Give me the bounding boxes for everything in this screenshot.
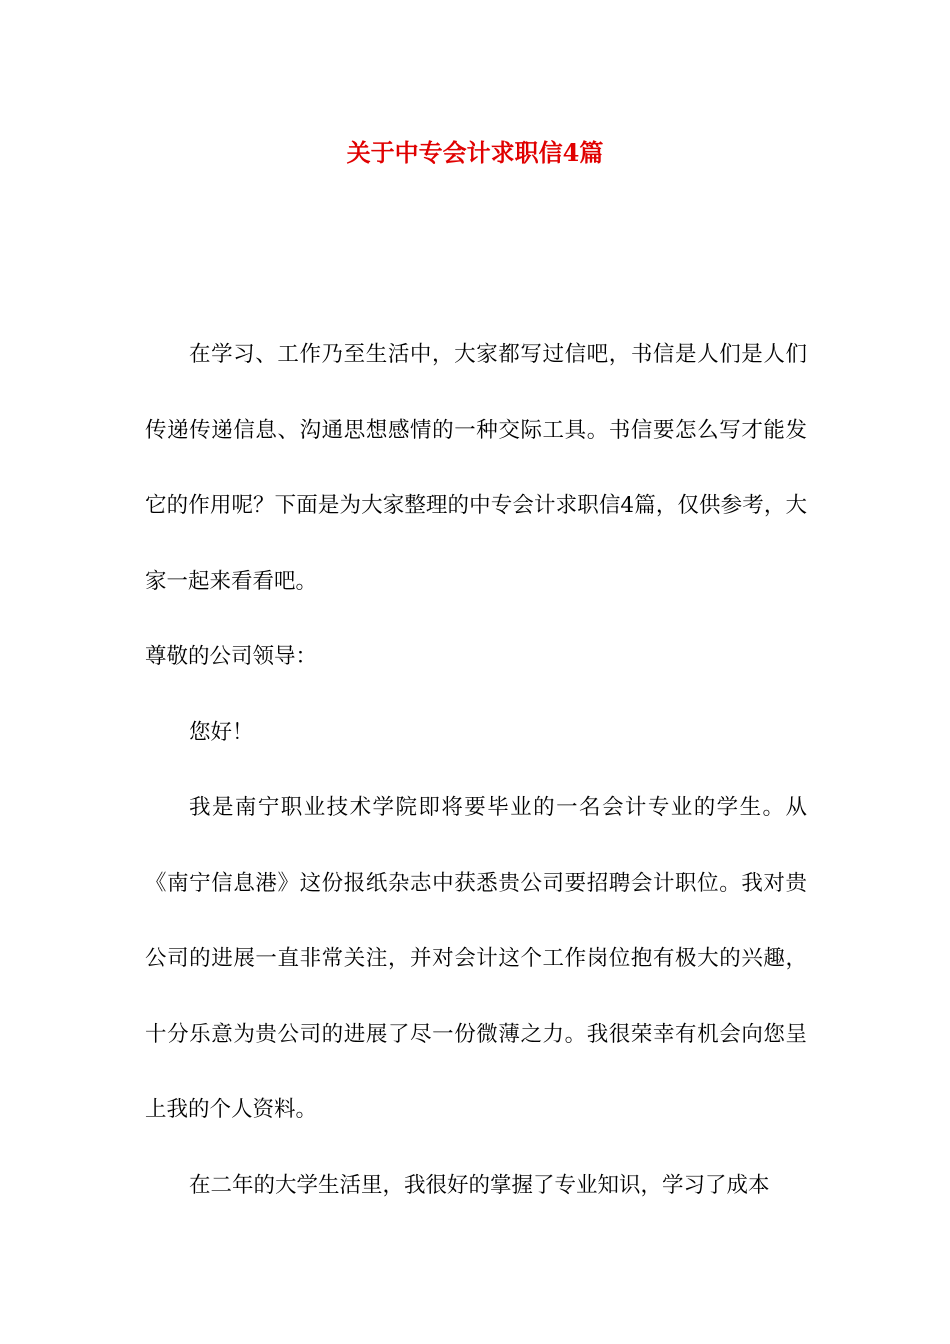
paragraph-greeting: 您好！: [189, 719, 254, 745]
paragraph-intro: 在学习、工作乃至生活中，大家都写过信吧，书信是人们是人们传递传递信息、沟通思想感情的一种交际工具。书信要怎么写才能发它的作用呢？下面是为大家整理的中专会计求职信4篇，仅供参考，大家一起来看看吧。: [145, 342, 807, 594]
paragraph-introduction: 我是南宁职业技术学院即将要毕业的一名会计专业的学生。从《南宁信息港》这份报纸杂志中获悉贵公司要招聘会计职位。我对贵公司的进展一直非常关注，并对会计这个工作岗位抱有极大的兴趣，十分乐意为贵公司的进展了尽一份微薄之力。我很荣幸有机会向您呈上我的个人资料。: [145, 795, 807, 1122]
document-title: 关于中专会计求职信4篇: [346, 138, 604, 167]
paragraph-study: 在二年的大学生活里，我很好的掌握了专业知识，学习了成本: [189, 1172, 770, 1198]
document-body: [145, 317, 807, 1223]
paragraph-salutation: 尊敬的公司领导：: [145, 644, 318, 669]
